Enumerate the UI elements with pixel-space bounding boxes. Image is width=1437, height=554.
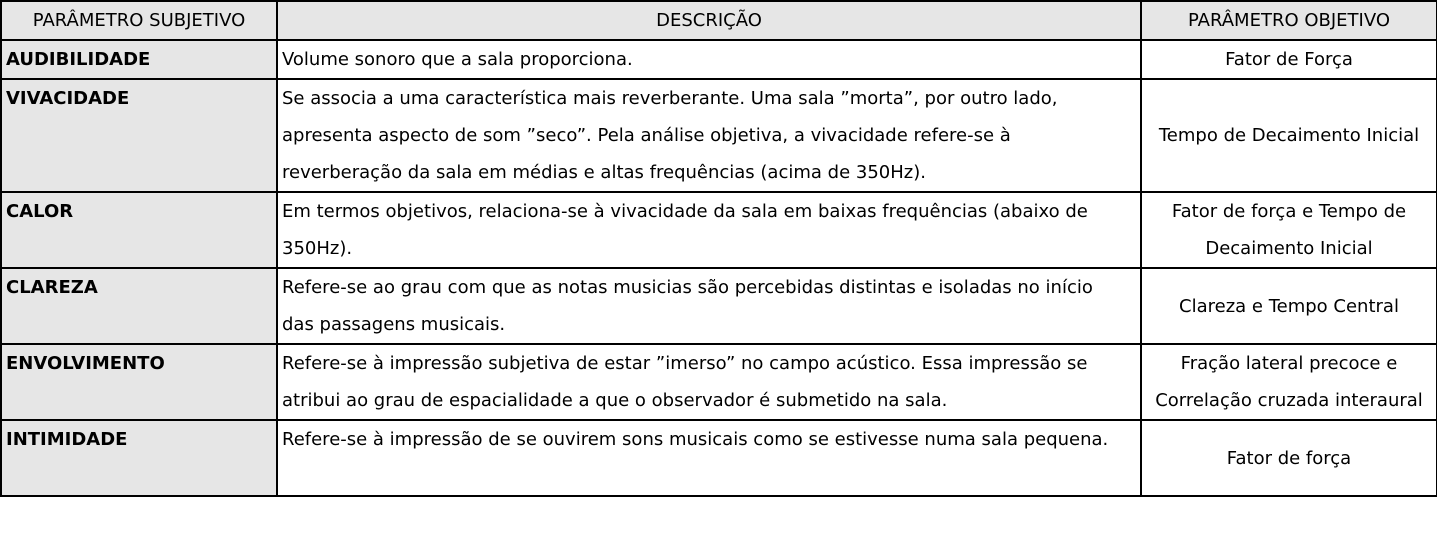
objective-line: Decaimento Inicial [1205,238,1373,259]
objective-line: Fator de força e Tempo de [1171,201,1407,222]
table-row [1,268,1437,344]
description-line: reverberação da sala em médias e altas frequências (acima de 350Hz). [282,162,926,183]
description-line: Refere-se ao grau com que as notas musicias são percebidas distintas e isoladas no início [282,277,1093,298]
description-line: Refere-se à impressão de se ouvirem sons musicais como se estivesse numa sala pequena. [282,429,1109,450]
subjective-parameter: VIVACIDADE [1,79,277,192]
description-line: Volume sonoro que a sala proporciona. [282,49,633,70]
header-row [1,1,1437,40]
objective-parameter [1141,192,1437,268]
table-row [1,40,1437,79]
subjective-parameter: ENVOLVIMENTO [1,344,277,420]
objective-line: Fator de Força [1225,49,1353,70]
objective-parameter [1141,420,1437,496]
table-row [1,192,1437,268]
table-row [1,420,1437,496]
objective-parameter [1141,79,1437,192]
objective-parameter [1141,40,1437,79]
description-line: das passagens musicais. [282,314,506,335]
description-cell [277,268,1141,344]
table-row [1,79,1437,192]
description-line: Se associa a uma característica mais reverberante. Uma sala ”morta”, por outro lado, [282,88,1058,109]
header-description: DESCRIÇÃO [277,1,1141,40]
description-cell [277,79,1141,192]
description-line: apresenta aspecto de som ”seco”. Pela análise objetiva, a vivacidade refere-se à [282,125,1011,146]
table-row [1,344,1437,420]
subjective-parameter: AUDIBILIDADE [1,40,277,79]
header-objective: PARÂMETRO OBJETIVO [1141,1,1437,40]
subjective-parameter: CALOR [1,192,277,268]
description-line: Em termos objetivos, relaciona-se à vivacidade da sala em baixas frequências (abaixo de [282,201,1088,222]
description-line: Refere-se à impressão subjetiva de estar ”imerso” no campo acústico. Essa impressão se [282,353,1088,374]
objective-line: Fator de força [1226,447,1352,469]
description-cell [277,40,1141,79]
subjective-parameter: INTIMIDADE [1,420,277,496]
objective-line: Fração lateral precoce e [1180,353,1398,374]
subjective-parameter: CLAREZA [1,268,277,344]
objective-line: Correlação cruzada interaural [1155,390,1423,411]
description-line: atribui ao grau de espacialidade a que o observador é submetido na sala. [282,390,948,411]
objective-line: Tempo de Decaimento Inicial [1158,125,1420,146]
description-line [282,458,1136,495]
description-line: 350Hz). [282,238,353,259]
description-cell [277,344,1141,420]
description-cell [277,192,1141,268]
objective-parameter [1141,344,1437,420]
description-cell [277,420,1141,496]
objective-line: Clareza e Tempo Central [1179,295,1399,317]
objective-parameter [1141,268,1437,344]
header-subjective: PARÂMETRO SUBJETIVO [1,1,277,40]
